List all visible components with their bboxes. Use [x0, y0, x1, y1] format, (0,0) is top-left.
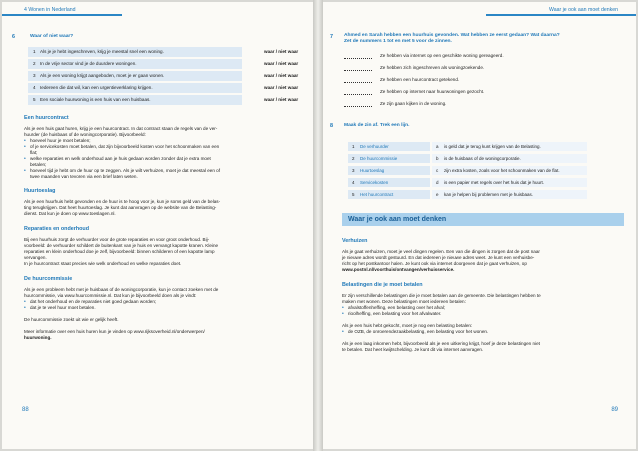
body-text: huurcommissie, via www.huurcommissie.nl. Dat kun je bijvoorbeeld doen als je vindt:: [24, 293, 197, 298]
body-text: Als je een huis gaat huren, krijg je een huurcontract. In dat contract staan de regels van de ver-: [24, 126, 218, 131]
item-letter: c: [436, 168, 439, 173]
item-text: Servicekosten: [360, 180, 389, 185]
section-heading: Een huurcontract: [24, 115, 69, 121]
bullet-icon: •: [342, 311, 344, 317]
statement-row[interactable]: [28, 47, 242, 57]
bullet-icon: •: [24, 138, 26, 144]
book-gutter: [313, 0, 323, 451]
section-heading: Huurtoeslag: [24, 188, 56, 194]
exercise-question: Ahmed en Sarah hebben een huurhuis gevonden. Wat hebben ze eerst gedaan? Wat daarna?: [344, 33, 560, 38]
right-page: [320, 2, 636, 449]
bullet-text: of je servicekosten moet betalen, dat zijn bijvoorbeeld kosten voor het schoonmaken van een: [30, 144, 220, 149]
item-text: is de huisbaas of de woningcorporatie.: [444, 156, 521, 161]
body-text: dienst. Dat kun je doen op www.toeslagen.nl.: [24, 211, 116, 216]
header-rule: [2, 14, 122, 16]
answer-choice[interactable]: waar / niet waar: [264, 61, 299, 66]
sentence: Ze hebben via internet op een geschikte woning gereageerd.: [380, 53, 504, 58]
sentence: Ze hebben op internet naar huurwoningen gezocht.: [380, 89, 485, 94]
page-number: 88: [22, 407, 29, 413]
row-number: 2: [33, 61, 36, 66]
body-text: Als je gaat verhuizen, moet je veel dingen regelen. Een van die dingen is zorgen dat de post naar: [342, 249, 540, 254]
item-text: De verhuurder: [360, 144, 389, 149]
item-number: 2: [352, 156, 355, 161]
exercise-number: 7: [330, 34, 333, 40]
exercise-number: 8: [330, 123, 333, 129]
item-text: De huurcommissie: [360, 156, 398, 161]
item-number: 4: [352, 180, 355, 185]
row-number: 3: [33, 73, 36, 78]
body-text: huurwoning.: [24, 335, 52, 340]
body-text: huurder (de huisbaas of de woningcorporatie). Bijvoorbeeld:: [24, 132, 146, 137]
body-text: Er zijn verschillende belastingen die je moet betalen aan de gemeente. Die belastingen hebben te: [342, 293, 541, 298]
row-text: In de vrije sector vind je de duurdere woningen.: [40, 61, 137, 66]
bullet-text: twee maanden van tevoren via een brief laten weten.: [30, 174, 138, 179]
bullet-text: dat het onderhoud en de reparaties niet goed gedaan worden;: [30, 299, 157, 304]
section-heading: Belastingen die je moet betalen: [342, 282, 423, 288]
item-text: is een papier met regels over het huis dat je huurt.: [444, 180, 545, 185]
sentence: Ze hebben zich ingeschreven als woningzoekende.: [380, 65, 485, 70]
row-text: Als je een woning krijgt aangeboden, moet je er gaan wonen.: [40, 73, 165, 78]
bullet-text: hoeveel huur je moet betalen;: [30, 138, 91, 143]
bullet-text: hoeveel tijd je hebt om de huur op te zeggen. Als je wilt verhuizen, moet je dat meestal een of: [30, 168, 220, 173]
row-text: Een sociale huurwoning is een huis van een huisbaas.: [40, 97, 151, 102]
body-text: Als je een huurhuis hebt gevonden en de huur is te hoog voor je, kun je soms geld van de belas-: [24, 199, 221, 204]
statement-row[interactable]: [28, 59, 242, 69]
bullet-icon: •: [342, 329, 344, 335]
item-text: kan je helpen bij problemen met je huisbaas.: [444, 192, 534, 197]
item-number: 5: [352, 192, 355, 197]
statement-row[interactable]: [28, 71, 242, 81]
sentence: Ze zijn gaan kijken in de woning.: [380, 101, 447, 106]
bullet-text: welke reparaties en welk onderhoud aan je huis gedaan worden zonder dat je extra moet: [30, 156, 211, 161]
running-head: Waar je ook aan moet denken: [548, 7, 618, 13]
row-number: 4: [33, 85, 36, 90]
item-text: Huurtoeslag: [360, 168, 385, 173]
body-text: reparaties en klein onderhoud doe je zelf, bijvoorbeeld: binnen schilderen of een kapotte lamp: [24, 249, 215, 254]
answer-blank[interactable]: [344, 90, 372, 95]
answer-choice[interactable]: waar / niet waar: [264, 97, 299, 102]
answer-blank[interactable]: [344, 54, 372, 59]
item-letter: a: [436, 144, 439, 149]
body-text: Als je een laag inkomen hebt, bijvoorbeeld als je een uitkering krijgt, hoef je deze belastingen niet: [342, 341, 540, 346]
body-text: vervangen.: [24, 255, 47, 260]
header-rule: [486, 14, 636, 16]
section-heading: Reparaties en onderhoud: [24, 226, 89, 232]
exercise-number: 6: [12, 34, 15, 40]
row-number: 1: [33, 49, 36, 54]
item-letter: b: [436, 156, 439, 161]
body-text: te betalen. Dat heet kwijtschelding. Je kunt dit via internet aanvragen.: [342, 347, 484, 352]
body-text: je nieuwe adres wordt gestuurd. En dat iedereen je nieuwe adres weet. Je kunt een verhuisbe-: [342, 255, 535, 260]
item-letter: e: [436, 192, 439, 197]
bullet-icon: •: [24, 168, 26, 174]
body-text: ting terugkrijgen. Dat heet huurtoeslag. Je kunt dat aanvragen op de website van de Belasting-: [24, 205, 217, 210]
body-text: Als je een probleem hebt met je huisbaas of de woningcorporatie, kun je contact zoeken met de: [24, 287, 219, 292]
answer-choice[interactable]: waar / niet waar: [264, 73, 299, 78]
item-text: zijn extra kosten, zoals voor het schoonmaken van de flat.: [444, 168, 560, 173]
bullet-icon: •: [342, 305, 344, 311]
exercise-title: Waar of niet waar?: [30, 34, 74, 39]
body-text: Als je een huis hebt gekocht, moet je nog een belasting betalen:: [342, 323, 473, 328]
section-heading: De huurcommissie: [24, 276, 73, 282]
body-text: De huurcommissie zoekt uit wie er gelijk heeft.: [24, 317, 119, 322]
running-head: 4 Wonen in Nederland: [24, 7, 76, 13]
item-text: Het huurcontract: [360, 192, 394, 197]
item-number: 3: [352, 168, 355, 173]
bullet-icon: •: [24, 156, 26, 162]
body-text: richt op het postkantoor halen. Je kunt ook via internet doorgeven dat je gaat verhuizen, op: [342, 261, 527, 266]
bullet-text: flat;: [30, 150, 38, 155]
bullet-icon: •: [24, 305, 26, 311]
bullet-text: betalen;: [30, 162, 47, 167]
body-text: www.postnl.nl/voorthuis/ontvangen/verhuisservice.: [342, 267, 455, 272]
statement-row[interactable]: [28, 95, 242, 105]
answer-blank[interactable]: [344, 102, 372, 107]
item-text: is geld dat je terug kunt krijgen van de Belasting.: [444, 144, 541, 149]
section-title: Waar je ook aan moet denken: [348, 216, 447, 223]
item-letter: d: [436, 180, 439, 185]
body-text: Bij een huurhuis zorgt de verhuurder voor de grote reparaties en voor groot onderhoud. Bij-: [24, 237, 210, 242]
body-text: In je huurcontract staat precies wie welk onderhoud en welke reparaties doet.: [24, 261, 182, 266]
answer-choice[interactable]: waar / niet waar: [264, 49, 299, 54]
sentence: Ze hebben een huurcontract getekend.: [380, 77, 460, 82]
item-number: 1: [352, 144, 355, 149]
row-text: Als je je hebt ingeschreven, krijg je meestal snel een woning.: [40, 49, 164, 54]
bullet-icon: •: [24, 299, 26, 305]
answer-blank[interactable]: [344, 78, 372, 83]
page-number: 89: [611, 407, 618, 413]
bullet-text: dat je te veel huur moet betalen.: [30, 305, 96, 310]
answer-blank[interactable]: [344, 66, 372, 71]
section-title-band: [342, 213, 624, 226]
bullet-text: de OZB, de onroerendezaakbelasting, een belasting voor het wonen.: [348, 329, 489, 334]
statement-row[interactable]: [28, 83, 242, 93]
bullet-text: rioolheffing, een belasting voor het afvalwater.: [348, 311, 442, 316]
row-number: 5: [33, 97, 36, 102]
row-text: Iedereen die dat wil, kan een urgentieverklaring krijgen.: [40, 85, 153, 90]
body-text: maken met wonen. Deze belastingen moet iedereen betalen:: [342, 299, 466, 304]
bullet-text: afvalstoffenheffing, een belasting over het afval;: [348, 305, 446, 310]
left-page: [2, 2, 316, 449]
exercise-question: Zet de nummers 1 tot en met 5 voor de zinnen.: [344, 39, 452, 44]
answer-choice[interactable]: waar / niet waar: [264, 85, 299, 90]
body-text: Meer informatie over een huis huren kun je vinden op www.rijksoverheid.nl/onderwerpen/: [24, 329, 205, 334]
body-text: voorbeeld: de verhuurder schildert de buitenkant van je huis en vervangt kapotte kranen. Kleine: [24, 243, 219, 248]
section-heading: Verhuizen: [342, 238, 368, 244]
bullet-icon: •: [24, 144, 26, 150]
exercise-title: Maak de zin af. Trek een lijn.: [344, 123, 410, 128]
